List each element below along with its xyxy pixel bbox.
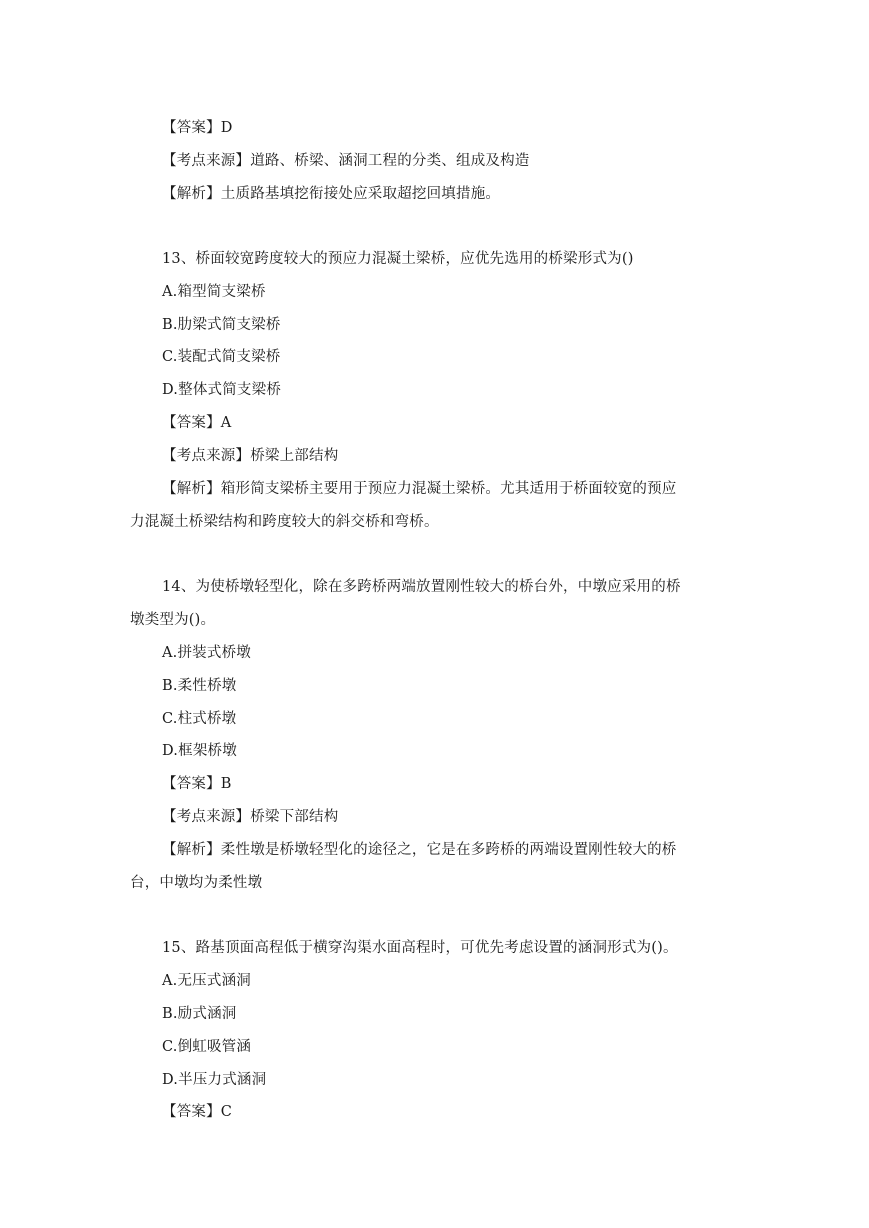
q13-analysis-line2: 力混凝土桥梁结构和跨度较大的斜交桥和弯桥。 (130, 514, 439, 530)
q14-option-d: D.框架桥墩 (162, 743, 237, 759)
q14-option-b: B.柔性桥墩 (162, 678, 237, 694)
q12-answer: 【答案】D (162, 120, 233, 136)
q15-answer: 【答案】C (162, 1104, 233, 1120)
q14-question-line1: 14、为使桥墩轻型化，除在多跨桥两端放置刚性较大的桥台外，中墩应采用的桥 (162, 579, 681, 595)
q15-option-c: C.倒虹吸管涵 (162, 1039, 252, 1055)
q13-option-a: A.箱型简支梁桥 (162, 284, 266, 300)
q12-analysis: 【解析】土质路基填挖衔接处应采取超挖回填措施。 (162, 186, 501, 202)
q15-option-d: D.半压力式涵洞 (162, 1072, 267, 1088)
q12-source: 【考点来源】道路、桥梁、涵洞工程的分类、组成及构造 (162, 153, 530, 169)
q15-option-a: A.无压式涵洞 (162, 973, 251, 989)
q14-question-line2: 墩类型为()。 (130, 612, 216, 628)
q13-analysis-line1: 【解析】箱形简支梁桥主要用于预应力混凝土梁桥。尤其适用于桥面较宽的预应 (162, 481, 677, 497)
q13-question: 13、桥面较宽跨度较大的预应力混凝土梁桥，应优先选用的桥梁形式为() (162, 251, 634, 267)
q14-option-c: C.柱式桥墩 (162, 711, 237, 727)
q14-analysis-line1: 【解析】柔性墩是桥墩轻型化的途径之，它是在多跨桥的两端设置刚性较大的桥 (162, 842, 677, 858)
q13-option-c: C.装配式简支梁桥 (162, 349, 281, 365)
q15-question: 15、路基顶面高程低于横穿沟渠水面高程时，可优先考虑设置的涵洞形式为()。 (162, 940, 678, 956)
q13-source: 【考点来源】桥梁上部结构 (162, 448, 339, 464)
q14-option-a: A.拼装式桥墩 (162, 645, 251, 661)
q14-source: 【考点来源】桥梁下部结构 (162, 809, 339, 825)
q14-answer: 【答案】B (162, 776, 232, 792)
q13-answer: 【答案】A (162, 415, 232, 431)
q14-analysis-line2: 台，中墩均为柔性墩 (130, 875, 263, 891)
q15-option-b: B.励式涵洞 (162, 1006, 237, 1022)
q13-option-b: B.肋梁式简支梁桥 (162, 317, 281, 333)
q13-option-d: D.整体式简支梁桥 (162, 382, 282, 398)
